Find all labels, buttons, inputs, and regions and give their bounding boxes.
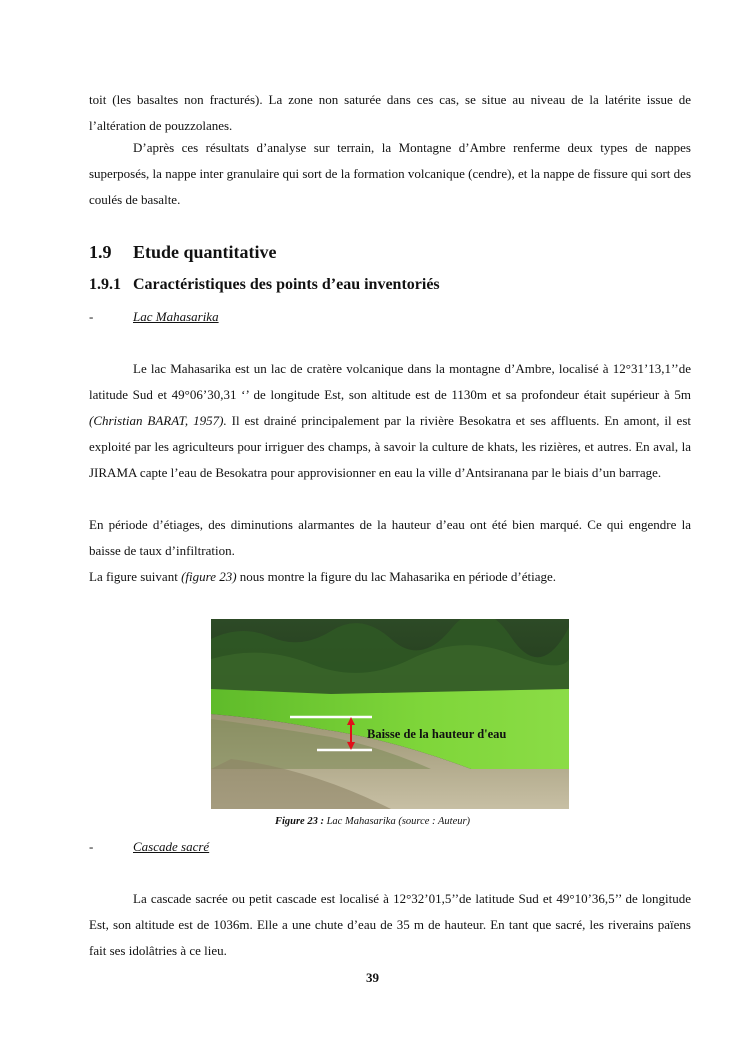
bullet-dash-2: - [89,839,94,854]
bullet-lac-label: Lac Mahasarika [133,309,219,324]
paragraph-lac-text-a: Le lac Mahasarika est un lac de cratère volcanique dans la montagne d’Ambre, localisé à 12°31’13,1’’de latitude Sud et 49°06’30,31 ‘’ de longitude Est, son altitude est de 1130m et sa profondeur était supérieur à 5m [89,361,691,402]
section-heading [89,242,277,263]
paragraph-figure-ref [89,564,691,590]
paragraph-cascade [89,886,691,964]
figure-caption-text: Lac Mahasarika (source : Auteur) [323,816,471,827]
page-number: 39 [366,970,379,985]
subsection-number: 1.9.1 [89,276,121,293]
paragraph-nappes [89,135,691,213]
paragraph-figure-ref-a: La figure suivant [89,569,182,584]
figure-ref: (figure 23) [181,569,237,584]
bullet-cascade [89,839,209,855]
figure-caption [0,816,745,827]
bullet-dash: - [89,309,94,324]
subsection-title: Caractéristiques des points d’eau inventoriés [133,276,440,293]
figure-lac-photo [211,619,569,809]
figure-caption-label: Figure 23 : [274,816,324,827]
bullet-cascade-label: Cascade sacré [133,839,210,854]
section-title: Etude quantitative [133,242,277,262]
paragraph-etiage: En période d’étiages, des diminutions alarmantes de la hauteur d’eau ont été bien marqué. Ce qui engendre la baisse de taux d’infiltration. [89,517,691,558]
citation-barat: (Christian BARAT, 1957). [89,413,227,428]
paragraph-lac [89,356,691,486]
paragraph-nappes-text: D’après ces résultats d’analyse sur terrain, la Montagne d’Ambre renferme deux types de nappes superposés, la nappe inter granulaire qui sort de la formation volcanique (cendre), et la nappe de fissure qui sort des coulés de basalte. [89,140,691,207]
paragraph-lac-text-b: Il est drainé principalement par la rivière Besokatra et ses affluents. En amont, il est exploité par les agriculteurs pour irriguer des champs, à savoir la culture de khats, les rizières, et autres. En aval, la JIRAMA capte l’eau de Besokatra pour approvisionner en eau la ville d’Antsiranana par le biais d’un barrage. [89,413,691,480]
bullet-lac [89,309,219,325]
lake-photo-illustration [211,619,569,809]
subsection-heading [89,276,440,294]
paragraph-intro: toit (les basaltes non fracturés). La zone non saturée dans ces cas, se situe au niveau de la latérite issue de l’altération de pouzzolanes. [89,92,691,133]
paragraph-figure-ref-b: nous montre la figure du lac Mahasarika en période d’étiage. [236,569,557,584]
section-number: 1.9 [89,242,112,262]
figure-annotation: Baisse de la hauteur d'eau [367,727,507,741]
paragraph-cascade-text: La cascade sacrée ou petit cascade est localisé à 12°32’01,5’’de latitude Sud et 49°10’36,5’’ de longitude Est, son altitude est de 1036m. Elle a une chute d’eau de 35 m de hauteur. En tant que sacré, les riverains païens fait ses idolâtries à ce lieu. [89,891,691,958]
